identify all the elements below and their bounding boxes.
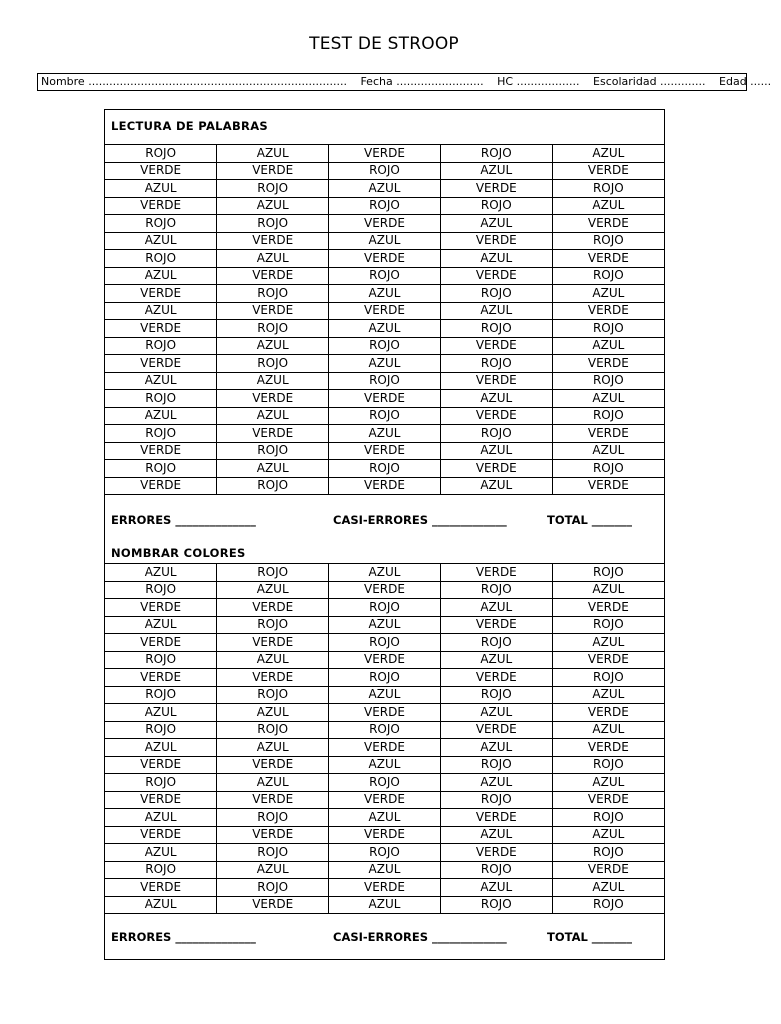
word-cell: AZUL — [329, 232, 441, 250]
word-cell: ROJO — [217, 320, 329, 338]
table-row — [105, 634, 664, 652]
word-cell: ROJO — [440, 355, 552, 373]
word-cell: VERDE — [105, 197, 217, 215]
word-cell: ROJO — [105, 337, 217, 355]
word-cell: ROJO — [552, 896, 664, 914]
word-cell: AZUL — [440, 250, 552, 268]
word-cell: AZUL — [105, 564, 217, 582]
word-cell: ROJO — [552, 564, 664, 582]
word-cell: ROJO — [329, 162, 441, 180]
word-cell: ROJO — [217, 809, 329, 827]
edad-field[interactable]: Edad ...... — [719, 75, 772, 88]
table-row — [105, 651, 664, 669]
word-cell: ROJO — [105, 774, 217, 792]
word-cell: VERDE — [329, 145, 441, 163]
page-title: TEST DE STROOP — [309, 34, 459, 54]
word-cell: AZUL — [552, 145, 664, 163]
table-row — [105, 320, 664, 338]
table-row — [105, 180, 664, 198]
word-cell: VERDE — [105, 285, 217, 303]
word-cell: VERDE — [552, 355, 664, 373]
color-naming-table — [105, 563, 664, 914]
word-cell: ROJO — [440, 686, 552, 704]
word-cell: ROJO — [329, 407, 441, 425]
word-cell: AZUL — [329, 616, 441, 634]
word-cell: AZUL — [552, 686, 664, 704]
word-cell: VERDE — [329, 302, 441, 320]
word-cell: AZUL — [440, 774, 552, 792]
word-cell: AZUL — [105, 739, 217, 757]
word-cell: VERDE — [329, 581, 441, 599]
word-cell: VERDE — [552, 425, 664, 443]
word-cell: AZUL — [217, 739, 329, 757]
word-cell: AZUL — [552, 721, 664, 739]
word-cell: VERDE — [552, 162, 664, 180]
table-row — [105, 791, 664, 809]
word-cell: AZUL — [329, 686, 441, 704]
word-cell: AZUL — [552, 197, 664, 215]
word-cell: ROJO — [329, 844, 441, 862]
total-field[interactable]: TOTAL _______ — [547, 513, 633, 527]
word-cell: AZUL — [217, 337, 329, 355]
word-cell: VERDE — [552, 215, 664, 233]
word-cell: VERDE — [105, 826, 217, 844]
word-cell: VERDE — [217, 232, 329, 250]
word-cell: ROJO — [440, 791, 552, 809]
section-title-lectura: LECTURA DE PALABRAS — [111, 119, 268, 133]
word-cell: ROJO — [105, 250, 217, 268]
table-row — [105, 564, 664, 582]
word-cell: VERDE — [105, 669, 217, 687]
word-cell: AZUL — [217, 372, 329, 390]
word-cell: AZUL — [105, 616, 217, 634]
casi-errores-field[interactable]: CASI-ERRORES _____________ — [333, 513, 507, 527]
word-cell: ROJO — [105, 861, 217, 879]
word-cell: AZUL — [440, 879, 552, 897]
word-cell: AZUL — [105, 704, 217, 722]
word-cell: ROJO — [217, 215, 329, 233]
word-cell: ROJO — [552, 756, 664, 774]
word-cell: VERDE — [552, 704, 664, 722]
word-cell: AZUL — [329, 809, 441, 827]
word-cell: AZUL — [552, 442, 664, 460]
word-cell: ROJO — [552, 267, 664, 285]
word-cell: VERDE — [329, 477, 441, 495]
word-cell: ROJO — [329, 774, 441, 792]
word-cell: AZUL — [552, 285, 664, 303]
word-cell: AZUL — [552, 634, 664, 652]
word-cell: AZUL — [552, 774, 664, 792]
table-row — [105, 879, 664, 897]
word-cell: VERDE — [440, 669, 552, 687]
word-cell: VERDE — [217, 425, 329, 443]
word-cell: ROJO — [552, 460, 664, 478]
word-cell: ROJO — [217, 442, 329, 460]
table-row — [105, 232, 664, 250]
word-cell: ROJO — [217, 686, 329, 704]
table-row — [105, 250, 664, 268]
word-cell: VERDE — [552, 861, 664, 879]
table-row — [105, 407, 664, 425]
table-row — [105, 285, 664, 303]
table-row — [105, 616, 664, 634]
table-row — [105, 581, 664, 599]
word-cell: ROJO — [217, 355, 329, 373]
word-cell: ROJO — [105, 686, 217, 704]
word-cell: AZUL — [440, 599, 552, 617]
escolaridad-field[interactable]: Escolaridad ............. — [593, 75, 706, 88]
word-cell: ROJO — [217, 616, 329, 634]
table-row — [105, 162, 664, 180]
word-cell: ROJO — [105, 425, 217, 443]
word-cell: ROJO — [552, 232, 664, 250]
word-cell: ROJO — [105, 390, 217, 408]
nombre-field[interactable]: Nombre .......................................................................... — [41, 75, 347, 88]
table-row — [105, 477, 664, 495]
total-field[interactable]: TOTAL _______ — [547, 930, 633, 944]
word-cell: AZUL — [105, 896, 217, 914]
word-cell: ROJO — [217, 879, 329, 897]
word-cell: AZUL — [105, 267, 217, 285]
table-row — [105, 145, 664, 163]
word-cell: VERDE — [217, 267, 329, 285]
word-cell: VERDE — [440, 232, 552, 250]
word-cell: VERDE — [217, 826, 329, 844]
table-row — [105, 669, 664, 687]
word-cell: AZUL — [440, 826, 552, 844]
table-row — [105, 826, 664, 844]
word-cell: VERDE — [105, 320, 217, 338]
word-cell: VERDE — [440, 844, 552, 862]
word-cell: AZUL — [217, 145, 329, 163]
word-cell: AZUL — [217, 460, 329, 478]
word-cell: AZUL — [217, 704, 329, 722]
word-cell: VERDE — [105, 791, 217, 809]
word-cell: ROJO — [440, 634, 552, 652]
word-cell: VERDE — [329, 651, 441, 669]
word-cell: AZUL — [217, 651, 329, 669]
table-row — [105, 337, 664, 355]
table-row — [105, 739, 664, 757]
word-cell: VERDE — [329, 215, 441, 233]
word-cell: AZUL — [440, 651, 552, 669]
table-row — [105, 267, 664, 285]
word-cell: VERDE — [552, 250, 664, 268]
word-cell: AZUL — [440, 302, 552, 320]
word-cell: VERDE — [552, 651, 664, 669]
word-cell: ROJO — [440, 145, 552, 163]
word-cell: ROJO — [440, 197, 552, 215]
word-cell: VERDE — [105, 879, 217, 897]
word-cell: AZUL — [329, 355, 441, 373]
word-cell: ROJO — [440, 581, 552, 599]
word-cell: VERDE — [552, 477, 664, 495]
word-cell: VERDE — [329, 390, 441, 408]
word-cell: AZUL — [329, 180, 441, 198]
word-cell: ROJO — [329, 460, 441, 478]
word-cell: ROJO — [329, 599, 441, 617]
word-cell: AZUL — [329, 756, 441, 774]
word-cell: VERDE — [552, 302, 664, 320]
casi-errores-field[interactable]: CASI-ERRORES _____________ — [333, 930, 507, 944]
word-cell: AZUL — [217, 581, 329, 599]
word-cell: AZUL — [217, 774, 329, 792]
word-cell: VERDE — [440, 372, 552, 390]
table-row — [105, 844, 664, 862]
word-cell: VERDE — [217, 162, 329, 180]
word-cell: ROJO — [105, 721, 217, 739]
table-row — [105, 704, 664, 722]
word-cell: ROJO — [105, 215, 217, 233]
word-cell: VERDE — [217, 669, 329, 687]
word-cell: ROJO — [217, 721, 329, 739]
word-cell: AZUL — [440, 704, 552, 722]
word-cell: AZUL — [552, 826, 664, 844]
table-row — [105, 686, 664, 704]
word-cell: AZUL — [329, 564, 441, 582]
word-cell: ROJO — [552, 616, 664, 634]
word-cell: ROJO — [440, 896, 552, 914]
word-cell: ROJO — [105, 581, 217, 599]
word-cell: ROJO — [552, 669, 664, 687]
table-row — [105, 599, 664, 617]
table-row — [105, 197, 664, 215]
word-cell: VERDE — [329, 250, 441, 268]
table-row — [105, 774, 664, 792]
word-cell: VERDE — [105, 634, 217, 652]
word-cell: ROJO — [552, 320, 664, 338]
word-cell: AZUL — [440, 739, 552, 757]
word-cell: ROJO — [329, 337, 441, 355]
table-row — [105, 861, 664, 879]
word-cell: VERDE — [105, 756, 217, 774]
hc-field[interactable]: HC .................. — [497, 75, 580, 88]
table-row — [105, 756, 664, 774]
word-cell: VERDE — [217, 896, 329, 914]
word-cell: ROJO — [105, 651, 217, 669]
word-cell: AZUL — [105, 180, 217, 198]
table-row — [105, 390, 664, 408]
word-cell: VERDE — [329, 879, 441, 897]
table-row — [105, 896, 664, 914]
word-cell: VERDE — [440, 267, 552, 285]
word-cell: VERDE — [440, 460, 552, 478]
word-cell: ROJO — [217, 285, 329, 303]
word-cell: VERDE — [440, 337, 552, 355]
word-cell: VERDE — [552, 739, 664, 757]
word-cell: AZUL — [105, 809, 217, 827]
word-cell: VERDE — [217, 634, 329, 652]
word-cell: AZUL — [552, 337, 664, 355]
patient-info-header — [37, 73, 772, 91]
word-cell: ROJO — [217, 844, 329, 862]
word-cell: ROJO — [440, 285, 552, 303]
word-reading-table — [105, 144, 664, 495]
word-cell: ROJO — [440, 320, 552, 338]
word-cell: VERDE — [440, 564, 552, 582]
word-cell: VERDE — [105, 442, 217, 460]
word-cell: AZUL — [440, 390, 552, 408]
word-cell: VERDE — [217, 756, 329, 774]
word-cell: ROJO — [329, 267, 441, 285]
word-cell: AZUL — [329, 425, 441, 443]
fecha-field[interactable]: Fecha ......................... — [360, 75, 484, 88]
word-cell: AZUL — [329, 285, 441, 303]
table-row — [105, 442, 664, 460]
word-cell: VERDE — [440, 180, 552, 198]
errores-field[interactable]: ERRORES ______________ — [111, 930, 256, 944]
word-cell: AZUL — [329, 861, 441, 879]
table-row — [105, 460, 664, 478]
word-cell: VERDE — [440, 407, 552, 425]
word-cell: VERDE — [217, 791, 329, 809]
word-cell: AZUL — [329, 320, 441, 338]
word-cell: VERDE — [440, 616, 552, 634]
table-row — [105, 809, 664, 827]
word-cell: ROJO — [329, 634, 441, 652]
word-cell: ROJO — [217, 477, 329, 495]
word-cell: AZUL — [440, 477, 552, 495]
word-cell: ROJO — [329, 372, 441, 390]
word-cell: VERDE — [105, 599, 217, 617]
word-cell: AZUL — [105, 844, 217, 862]
word-cell: AZUL — [217, 250, 329, 268]
section-title-nombrar: NOMBRAR COLORES — [111, 546, 246, 560]
word-cell: VERDE — [217, 599, 329, 617]
word-cell: VERDE — [552, 791, 664, 809]
word-cell: ROJO — [105, 460, 217, 478]
word-cell: AZUL — [105, 372, 217, 390]
word-cell: AZUL — [552, 879, 664, 897]
word-cell: VERDE — [105, 477, 217, 495]
word-cell: VERDE — [440, 809, 552, 827]
table-row — [105, 425, 664, 443]
word-cell: ROJO — [329, 669, 441, 687]
table-row — [105, 372, 664, 390]
word-cell: VERDE — [329, 791, 441, 809]
word-cell: VERDE — [105, 355, 217, 373]
word-cell: AZUL — [217, 861, 329, 879]
word-cell: ROJO — [440, 756, 552, 774]
table-row — [105, 215, 664, 233]
word-cell: ROJO — [217, 564, 329, 582]
word-cell: AZUL — [329, 896, 441, 914]
word-cell: AZUL — [440, 442, 552, 460]
test-form — [104, 109, 665, 960]
word-cell: ROJO — [552, 180, 664, 198]
errores-field[interactable]: ERRORES ______________ — [111, 513, 256, 527]
word-cell: ROJO — [552, 407, 664, 425]
word-cell: AZUL — [440, 215, 552, 233]
word-cell: ROJO — [329, 721, 441, 739]
word-cell: ROJO — [105, 145, 217, 163]
word-cell: AZUL — [105, 407, 217, 425]
word-cell: AZUL — [440, 162, 552, 180]
word-cell: VERDE — [217, 390, 329, 408]
table-row — [105, 721, 664, 739]
word-cell: ROJO — [217, 180, 329, 198]
word-cell: VERDE — [329, 826, 441, 844]
word-cell: AZUL — [217, 197, 329, 215]
word-cell: ROJO — [552, 844, 664, 862]
word-cell: ROJO — [552, 809, 664, 827]
table-row — [105, 355, 664, 373]
word-cell: AZUL — [105, 232, 217, 250]
word-cell: VERDE — [552, 599, 664, 617]
word-cell: VERDE — [329, 442, 441, 460]
word-cell: VERDE — [440, 721, 552, 739]
word-cell: AZUL — [552, 390, 664, 408]
word-cell: VERDE — [329, 704, 441, 722]
word-cell: VERDE — [217, 302, 329, 320]
word-cell: AZUL — [217, 407, 329, 425]
word-cell: ROJO — [552, 372, 664, 390]
word-cell: AZUL — [105, 302, 217, 320]
word-cell: VERDE — [329, 739, 441, 757]
word-cell: ROJO — [329, 197, 441, 215]
table-row — [105, 302, 664, 320]
word-cell: ROJO — [440, 861, 552, 879]
word-cell: ROJO — [440, 425, 552, 443]
word-cell: VERDE — [105, 162, 217, 180]
word-cell: AZUL — [552, 581, 664, 599]
